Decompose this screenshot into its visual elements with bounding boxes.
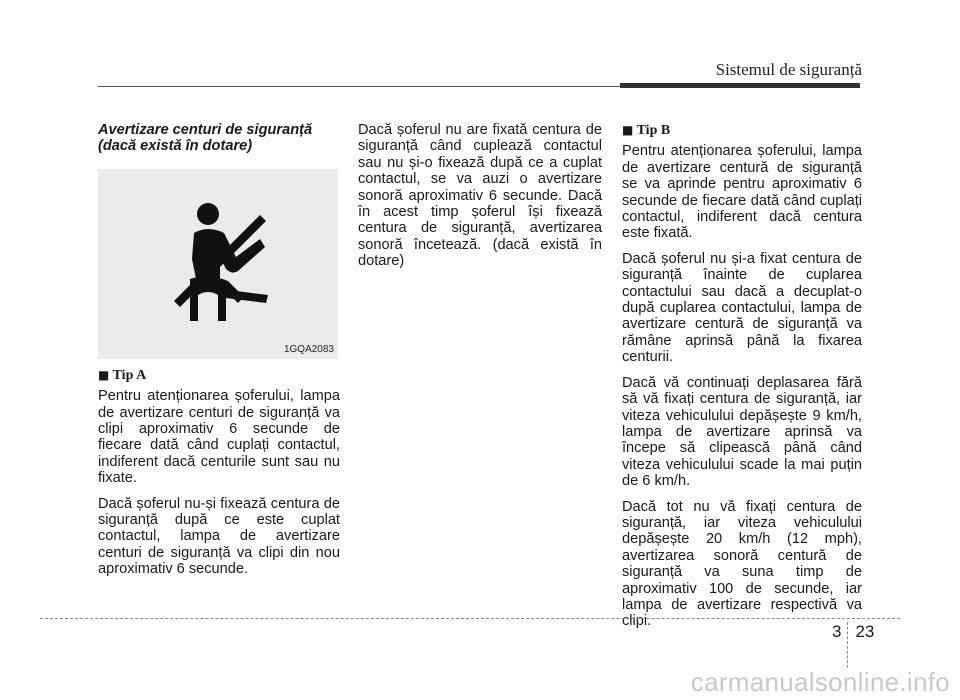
paragraph: Pentru atenționarea șoferului, lampa de avertizare centură de siguranță se va aprinde pentru aproximativ 6 secunde de fiecare dată când cuplați contactul, indiferent dacă centura este fixată. [622, 143, 862, 242]
paragraph: Dacă șoferul nu-și fixează centura de siguranță după ce este cuplat contactul, lampa de avertizare centuri de siguranță va clipi din nou aproximativ 6 secunde. [98, 495, 340, 578]
figure-code: 1GQA2083 [283, 343, 334, 355]
watermark: carmanualsonline.info [690, 667, 950, 697]
seatbelt-warning-icon [168, 199, 278, 324]
seatbelt-figure [98, 169, 338, 359]
page-number-separator [847, 622, 849, 668]
tip-b-label: Tip B [636, 123, 671, 138]
middle-column [358, 122, 602, 279]
section-heading [98, 122, 340, 155]
paragraph: Dacă tot nu vă fixați centura de siguranță, iar viteza vehiculului depășește 20 km/h (12 mph), avertizarea sonoră centură de siguranță va suna timp de aproximativ 100 de secunde, iar lampa de avertizare respectivă va clipi. [622, 498, 862, 630]
header-accent-bar [620, 83, 860, 88]
section-title: Sistemul de siguranță [715, 60, 862, 79]
left-column [98, 122, 340, 587]
heading-line-1: Avertizare centuri de siguranță [98, 122, 313, 138]
paragraph: Dacă șoferul nu și-a fixat centura de siguranță înainte de cuplarea contactului sau dacă a decuplat-o după cuplarea contactului, lampa de avertizare centură de siguranță va rămâne aprinsă până la fixarea centurii. [622, 250, 862, 366]
paragraph: Dacă șoferul nu are fixată centura de siguranță când cuplează contactul sau nu și-o fixează după ce a cuplat contactul, se va auzi o avertizare sonoră aproximativ 6 secunde. Dacă în acest timp șoferul își fixează centura de siguranță, avertizarea sonoră încetează. (dacă există în dotare) [358, 122, 602, 270]
chapter-number: 3 [832, 622, 842, 641]
tip-b-heading [622, 122, 862, 139]
footer-divider [40, 618, 900, 619]
page-number-value: 23 [855, 622, 875, 641]
tip-a-heading [98, 367, 340, 384]
heading-line-2: (dacă există în dotare) [98, 138, 253, 155]
square-bullet-icon: ■ [622, 123, 634, 137]
tip-a-label: Tip A [112, 367, 147, 383]
paragraph: Pentru atenționarea șoferului, lampa de avertizare centuri de siguranță va clipi aproximativ 6 secunde de fiecare dată când cuplați contactul, indiferent dacă centurile sunt sau nu fixate. [98, 388, 340, 487]
page-number [832, 622, 874, 668]
square-bullet-icon: ■ [98, 367, 110, 382]
right-column [622, 122, 862, 639]
paragraph: Dacă vă continuați deplasarea fără să vă fixați centura de siguranță, iar viteza vehiculului depășește 9 km/h, lampa de avertizare aprinsă va începe să clipească până când viteza vehiculului scade la mai puțin de 6 km/h. [622, 374, 862, 490]
